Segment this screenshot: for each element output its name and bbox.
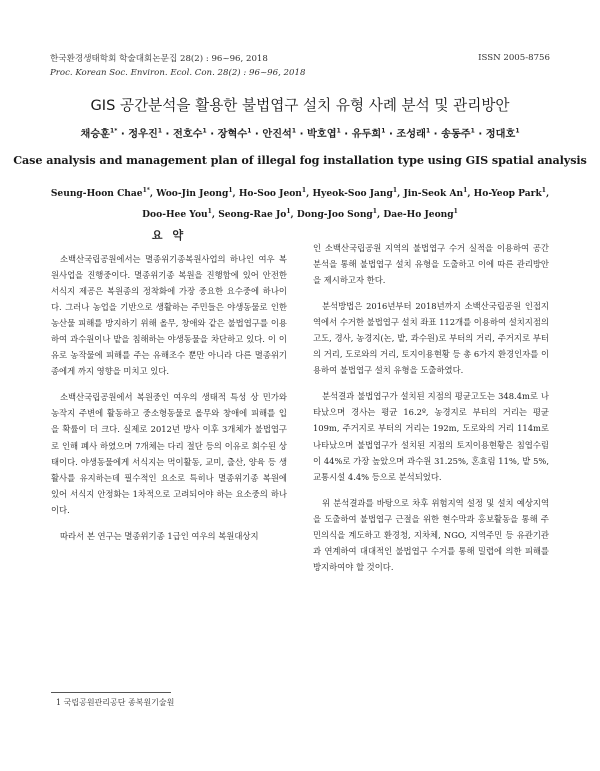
- author-separator: ·: [206, 129, 218, 140]
- right-column: [313, 240, 549, 585]
- authors-english-line-1: [0, 183, 600, 204]
- author-en-name: Dong-Joo Song: [296, 209, 373, 220]
- footnote-divider: [51, 692, 171, 693]
- author-en-name: Seung-Hoon Chae: [50, 188, 143, 199]
- author-ko-affiliation-mark: 1: [157, 127, 163, 135]
- author-ko-name: 박호엽: [307, 129, 337, 140]
- author-ko-name: 장혁수: [217, 129, 248, 140]
- journal-citation-en: Proc. Korean Soc. Environ. Ecol. Con. 28(2) : 96~96, 2018: [50, 67, 306, 78]
- author-separator: ·: [430, 129, 442, 140]
- author-en-name: Seong-Rae Jo: [218, 209, 287, 220]
- author-separator: ·: [385, 129, 397, 140]
- author-separator: ,: [397, 188, 404, 199]
- author-ko-name: 유두희: [351, 129, 382, 140]
- journal-citation: [50, 53, 305, 80]
- author-separator: ·: [296, 129, 308, 140]
- author-ko-affiliation-mark: 1: [291, 127, 297, 135]
- author-ko-affiliation-mark: 1: [202, 127, 207, 135]
- body-paragraph: 소백산국립공원에서는 멸종위기종복원사업의 하나인 여우 복원사업을 진행중이다. 멸종위기종 복원을 진행함에 있어 안전한 서식지 제공은 복원종의 정착화에 가장 중요한 요수중에 하나이다. 그러나 농업을 기반으로 생활하는 주민들은 야생동물로 인한 농산물 피해를 방지하기 위해 올무, 창애와 같은 불법엽구를 이용하여 과수원이나 밭을 침해하는 야생동물을 차단하고 있다. 이 이유로 농작물에 피해를 주는 유해조수 뿐만 아니라 다른 멸종위기종에게 까지 영향을 미치고 있다.: [51, 254, 287, 377]
- author-separator: ·: [474, 129, 486, 140]
- author-en-affiliation-mark: 1: [228, 186, 233, 194]
- body-paragraph: 따라서 본 연구는 멸종위기종 1급인 여우의 복원대상지: [60, 530, 259, 541]
- title-english: Case analysis and management plan of illegal fog installation type using GIS spatial analysis: [13, 153, 587, 167]
- author-ko-name: 정대호: [485, 129, 516, 140]
- author-en-name: Ho-Yeop Park: [473, 188, 542, 199]
- author-ko-affiliation-mark: 1: [336, 127, 341, 135]
- author-ko-affiliation-mark: 1: [470, 127, 475, 135]
- left-column: [51, 229, 287, 554]
- author-en-affiliation-mark: 1*: [142, 186, 150, 194]
- body-paragraph: 인 소백산국립공원 지역의 불법엽구 수거 실적을 이용하여 공간분석을 통해 불법엽구 설치 유형을 도출하고 이에 따른 관리방안을 제시하고자 한다.: [313, 243, 549, 286]
- author-separator: ,: [376, 209, 384, 220]
- body-paragraph: 소백산국립공원에서 복원중인 여우의 생태적 특성 상 민가와 농작지 주변에 활동하고 중소형동물로 올무와 창애에 피해를 입을 확률이 더 크다. 실제로 2012년 방사 이후 3개체가 불법엽구로 인해 폐사 하였으며 7개체는 다리 절단 등의 이유로 회수된 상태이다. 야생동물에게 서식지는 먹이활동, 교미, 출산, 양육 등 생활사를 유지하는데 필수적인 요소로 특히나 멸종위기종 복원에 있어 서식지 안정화는 1차적으로 고려되어야 하는 요소중의 하나이다.: [51, 392, 287, 515]
- author-separator: ·: [162, 129, 173, 140]
- author-en-affiliation-mark: 1: [463, 186, 468, 194]
- author-ko-name: 전호수: [172, 129, 203, 140]
- author-ko-affiliation-mark: 1: [247, 127, 252, 135]
- author-en-affiliation-mark: 1: [453, 207, 458, 215]
- author-ko-affiliation-mark: 1*: [110, 127, 118, 135]
- abstract-heading: 요 약: [151, 229, 187, 242]
- author-ko-name: 조성래: [396, 129, 426, 140]
- issn-label: ISSN 2005-8756: [478, 53, 550, 63]
- author-en-affiliation-mark: 1: [392, 186, 398, 194]
- author-separator: ,: [290, 209, 297, 220]
- author-en-affiliation-mark: 1: [372, 207, 377, 215]
- author-separator: ·: [117, 129, 129, 140]
- author-en-affiliation-mark: 1: [286, 207, 291, 215]
- journal-citation-ko: 한국환경생태학회 학술대회논문집 28(2) : 96~96, 2018: [50, 54, 268, 64]
- author-en-affiliation-mark: 1: [541, 186, 546, 194]
- author-ko-affiliation-mark: 1: [425, 127, 431, 135]
- author-separator: ,: [306, 188, 313, 199]
- author-separator: ,: [467, 188, 474, 199]
- author-separator: ,: [232, 188, 239, 199]
- author-en-name: Doo-Hee You: [142, 209, 208, 220]
- author-ko-name: 채승훈: [80, 129, 111, 140]
- body-paragraph: 위 분석결과를 바탕으로 차후 위험지역 설정 및 설치 예상지역을 도출하여 불법엽구 근절을 위한 현수막과 홍보활동을 통해 주민의식을 계도하고 환경청, 지차체, NGO, 지역주민 등 유관기관과 연계하여 대대적인 불법엽구 수거를 통해 밀렵에 의한 피해를 방지하여야 할 것이다.: [313, 497, 549, 572]
- author-ko-affiliation-mark: 1: [515, 127, 520, 135]
- author-separator: ,: [211, 209, 219, 220]
- author-ko-name: 정우진: [128, 129, 158, 140]
- body-paragraph: 분석결과 불법엽구가 설치된 지점의 평균고도는 348.4m로 나타났으며 경사는 평균 16.2º, 농경지로 부터의 거리는 평균 109m, 주거지로 부터의 거리는 192m, 도로와의 거리 114m로 나타났으며 불법엽구가 설치된 지점의 토지이용현황은 침엽수림이 44%로 가장 높았으며 과수원 31.25%, 혼효림 11%, 밭 5%, 교통시설 4.4% 등으로 분석되었다.: [313, 391, 549, 482]
- author-separator: ·: [340, 129, 352, 140]
- authors-english-line-2: [0, 204, 600, 225]
- author-en-name: Hyeok-Soo Jang: [312, 188, 393, 199]
- author-separator: ,: [545, 188, 550, 199]
- author-ko-affiliation-mark: 1: [381, 127, 386, 135]
- author-en-name: Ho-Soo Jeon: [238, 188, 302, 199]
- title-korean: GIS 공간분석을 활용한 불법엽구 설치 유형 사례 분석 및 관리방안: [90, 97, 510, 114]
- author-en-affiliation-mark: 1: [207, 207, 212, 215]
- authors-korean: [0, 125, 600, 140]
- author-en-name: Dae-Ho Jeong: [383, 209, 454, 220]
- author-ko-name: 안진석: [262, 129, 292, 140]
- body-paragraph: 분석방법은 2016년부터 2018년까지 소백산국립공원 인접지역에서 수거한 불법엽구 설치 좌표 112개를 이용하여 설치지점의 고도, 경사, 농경지(논, 밭, 과수원)로 부터의 거리, 주거지로 부터의 거리, 도로와의 거리, 토지이용현황 등 총 6가지 환경인자를 이용하여 불법엽구 설치 유형을 도출하였다.: [313, 301, 549, 376]
- author-separator: ·: [251, 129, 263, 140]
- author-en-name: Woo-Jin Jeong: [156, 188, 229, 199]
- author-en-affiliation-mark: 1: [301, 186, 307, 194]
- author-separator: ,: [149, 188, 157, 199]
- affiliation-footnote: 1 국립공원관리공단 종복원기술원: [56, 698, 175, 707]
- author-ko-name: 송동주: [441, 129, 471, 140]
- authors-english: [0, 183, 600, 225]
- author-en-name: Jin-Seok An: [403, 188, 464, 199]
